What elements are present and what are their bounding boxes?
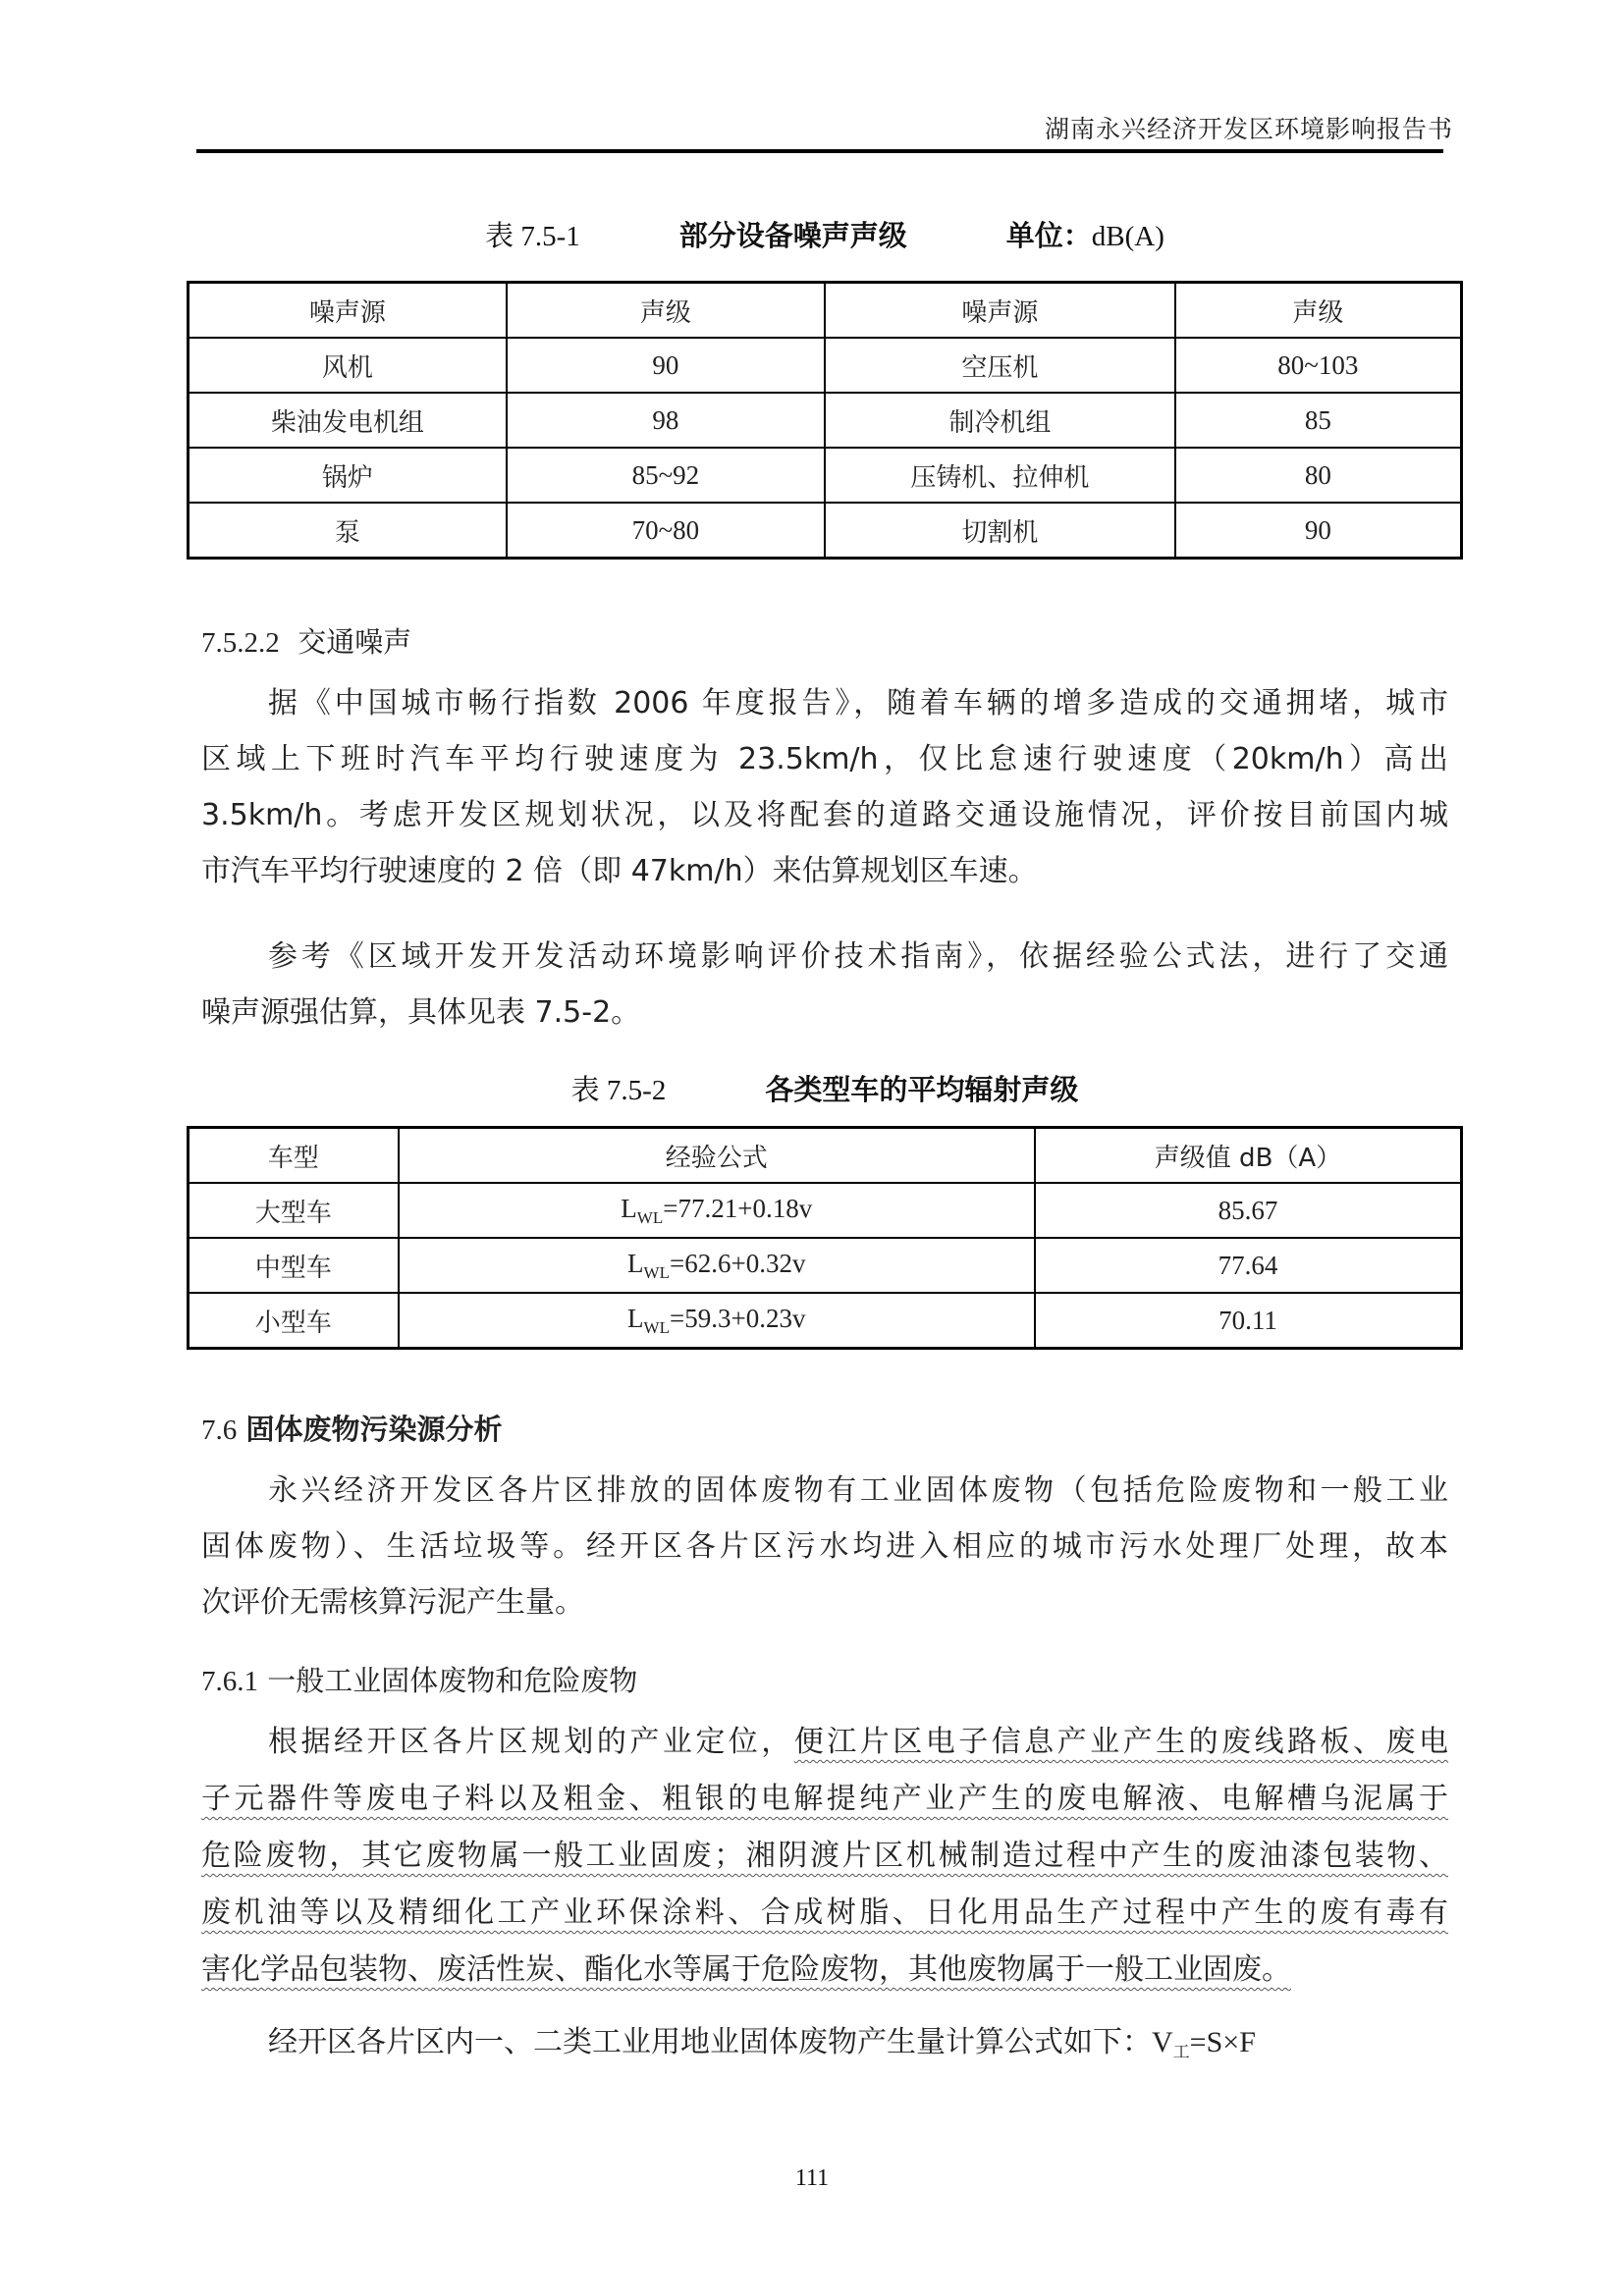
table-cell: 切割机 xyxy=(825,503,1175,559)
formula-cell xyxy=(399,1238,1036,1293)
formula-subscript: 工 xyxy=(1172,2043,1190,2062)
paragraph-line: 区域上下班时汽车平均行驶速度为 23.5km/h，仅比怠速行驶速度（20km/h）高出 xyxy=(201,742,1448,776)
table-row xyxy=(189,1238,1462,1293)
section-title: 交通噪声 xyxy=(298,625,412,659)
table-cell: 空压机 xyxy=(825,338,1175,393)
paragraph-line: 据《中国城市畅行指数 2006 年度报告》，随着车辆的增多造成的交通拥堵，城市 xyxy=(268,686,1448,721)
paragraph-line: 次评价无需核算污泥产生量。 xyxy=(201,1585,584,1620)
paragraph-line xyxy=(201,1942,1448,1998)
vehicle-type-cell: 小型车 xyxy=(189,1293,399,1349)
table-row xyxy=(189,448,1462,503)
header-cell: 噪声源 xyxy=(825,283,1175,339)
table1-caption xyxy=(187,214,1463,254)
table-cell: 压铸机、拉伸机 xyxy=(825,448,1175,503)
header-cell: 车型 xyxy=(189,1128,399,1184)
paragraph-line: 参考《区域开发开发活动环境影响评价技术指南》，依据经验公式法，进行了交通 xyxy=(268,939,1448,974)
table-cell: 锅炉 xyxy=(189,448,507,503)
table2-caption xyxy=(187,1068,1463,1108)
formula-symbol: L xyxy=(627,1248,644,1278)
table-cell: 85~92 xyxy=(507,448,825,503)
formula-expression: =59.3+0.23v xyxy=(669,1303,806,1333)
table2-caption-number: 表 7.5-2 xyxy=(570,1075,667,1106)
value-cell: 77.64 xyxy=(1035,1238,1462,1293)
table2-caption-title: 各类型车的平均辐射声级 xyxy=(765,1073,1079,1106)
header-cell: 声级值 dB（A） xyxy=(1035,1128,1462,1184)
formula-subscript: WL xyxy=(643,1262,670,1282)
header-cell: 经验公式 xyxy=(399,1128,1036,1184)
header-cell: 声级 xyxy=(1175,283,1462,339)
section-number: 7.6.1 xyxy=(201,1666,258,1697)
paragraph-line: 3.5km/h。考虑开发区规划状况，以及将配套的道路交通设施情况，评价按目前国内城 xyxy=(201,798,1448,832)
table-row xyxy=(189,1183,1462,1238)
table1-caption-title: 部分设备噪声声级 xyxy=(678,219,907,252)
formula-subscript: WL xyxy=(643,1317,670,1337)
formula-subscript: WL xyxy=(636,1207,664,1227)
header-divider xyxy=(196,149,1443,153)
vehicle-type-cell: 大型车 xyxy=(189,1183,399,1238)
table-row xyxy=(189,393,1462,448)
table-row xyxy=(189,1293,1462,1349)
formula-expression: =62.6+0.32v xyxy=(669,1248,806,1278)
section-title: 一般工业固体废物和危险废物 xyxy=(267,1664,638,1697)
value-cell: 85.67 xyxy=(1035,1183,1462,1238)
header-cell: 声级 xyxy=(507,283,825,339)
paragraph-line: 永兴经济开发区各片区排放的固体废物有工业固体废物（包括危险废物和一般工业 xyxy=(268,1473,1448,1508)
table1-caption-unit-value: dB(A) xyxy=(1091,221,1164,252)
highlighted-text: 危险废物，其它废物属一般工业固废；湘阴渡片区机械制造过程中产生的废油漆包装物、 xyxy=(201,1839,1448,1873)
table-cell: 泵 xyxy=(189,503,507,559)
paragraph-line xyxy=(201,2014,1448,2081)
paragraph-line xyxy=(201,1885,1448,1941)
formula-cell xyxy=(399,1183,1036,1238)
highlighted-text: 便江片区电子信息产业产生的废线路板、废电 xyxy=(793,1725,1449,1759)
section-7-6-heading xyxy=(201,1408,502,1448)
highlighted-text: 子元器件等废电子料以及粗金、粗银的电解提纯产业产生的废电解液、电解槽乌泥属于 xyxy=(201,1782,1448,1816)
report-header-title: 湖南永兴经济开发区环境影响报告书 xyxy=(1044,115,1453,143)
table1-caption-number: 表 7.5-1 xyxy=(485,221,580,252)
table-cell: 90 xyxy=(507,338,825,393)
table-header-row xyxy=(189,1128,1462,1184)
vehicle-type-cell: 中型车 xyxy=(189,1238,399,1293)
formula-expression: =S×F xyxy=(1189,2026,1256,2058)
table-cell: 85 xyxy=(1175,393,1462,448)
highlighted-text: 废机油等以及精细化工产业环保涂料、合成树脂、日化用品生产过程中产生的废有毒有 xyxy=(201,1896,1448,1930)
page-number: 111 xyxy=(794,2165,830,2191)
paragraph-line: 噪声源强估算，具体见表 7.5-2。 xyxy=(201,995,641,1030)
paragraph-text: 经开区各片区内一、二类工业用地业固体废物产生量计算公式如下： xyxy=(268,2025,1152,2059)
vehicle-noise-table xyxy=(187,1126,1463,1350)
paragraph-line xyxy=(201,1828,1448,1884)
table-cell: 80 xyxy=(1175,448,1462,503)
table-header-row xyxy=(189,283,1462,339)
table-cell: 制冷机组 xyxy=(825,393,1175,448)
paragraph-line: 固体废物）、生活垃圾等。经开区各片区污水均进入相应的城市污水处理厂处理，故本 xyxy=(201,1529,1448,1564)
noise-level-table xyxy=(187,281,1463,560)
formula-symbol: V xyxy=(1152,2026,1173,2058)
section-title: 固体废物污染源分析 xyxy=(245,1413,503,1446)
value-cell: 70.11 xyxy=(1035,1293,1462,1349)
table-cell: 柴油发电机组 xyxy=(189,393,507,448)
table-cell: 80~103 xyxy=(1175,338,1462,393)
paragraph-line: 市汽车平均行驶速度的 2 倍（即 47km/h）来估算规划区车速。 xyxy=(201,854,1038,888)
table-row xyxy=(189,503,1462,559)
highlighted-text: 害化学品包装物、废活性炭、酯化水等属于危险废物，其他废物属于一般工业固废。 xyxy=(201,1952,1291,1987)
formula-symbol: L xyxy=(621,1193,637,1223)
table-row xyxy=(189,338,1462,393)
section-number: 7.5.2.2 xyxy=(201,627,280,659)
table-cell: 98 xyxy=(507,393,825,448)
section-7-6-1-heading xyxy=(201,1659,637,1699)
table-cell: 风机 xyxy=(189,338,507,393)
table-cell: 70~80 xyxy=(507,503,825,559)
section-7-5-2-2-heading xyxy=(201,620,411,661)
formula-cell xyxy=(399,1293,1036,1349)
table-cell: 90 xyxy=(1175,503,1462,559)
table1-caption-unit-label: 单位： xyxy=(1005,219,1092,252)
paragraph-line xyxy=(201,1714,1448,1770)
formula-expression: =77.21+0.18v xyxy=(663,1193,813,1223)
section-number: 7.6 xyxy=(201,1415,238,1446)
formula-symbol: L xyxy=(627,1303,644,1333)
paragraph-line xyxy=(201,1771,1448,1827)
header-cell: 噪声源 xyxy=(189,283,507,339)
paragraph-text: 根据经开区各片区规划的产业定位， xyxy=(268,1725,794,1759)
